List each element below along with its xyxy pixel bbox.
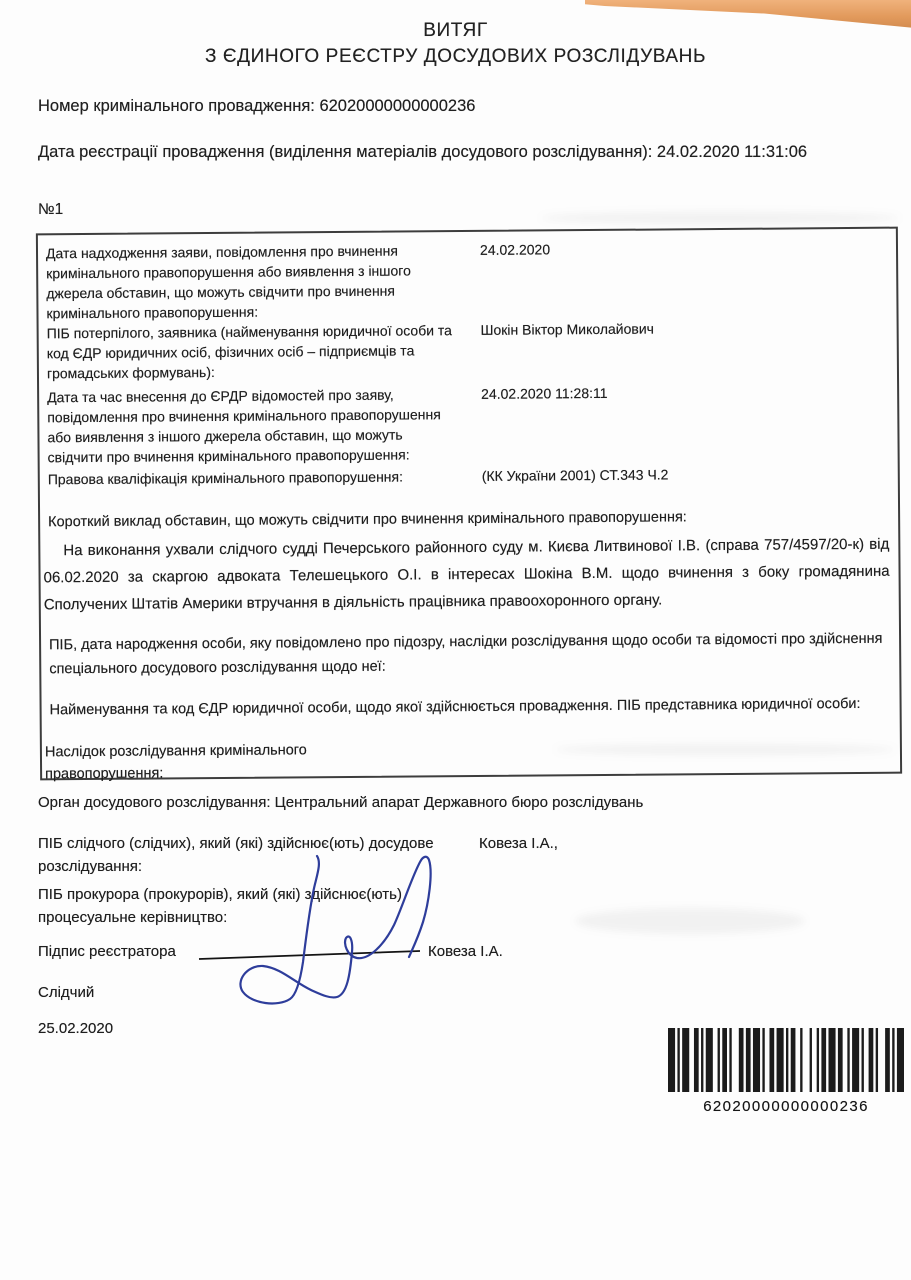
photo-smudge: [575, 908, 805, 934]
info-table: [36, 227, 902, 781]
row-value: (КК України 2001) СТ.343 Ч.2: [481, 466, 669, 484]
summary-heading: Короткий виклад обставин, що можуть свідчити про вчинення кримінального правопорушення:: [48, 509, 687, 531]
case-number-value: 62020000000000236: [319, 97, 476, 115]
signature-rule: [199, 951, 420, 959]
row-value: 24.02.2020: [479, 241, 551, 258]
suspect-heading: ПІБ, дата народження особи, яку повідомлено про підозру, наслідки розслідування щодо особи та відомості про здійснення спеціального досудового розслідування щодо неї:: [49, 630, 883, 678]
investigator-name: Ковеза І.А.,: [479, 835, 558, 852]
photo-smudge: [540, 212, 900, 224]
prosecutor-label: ПІБ прокурора (прокурорів), який (які) здійснює(ють) процесуальне керівництво:: [38, 886, 402, 926]
row-label: ПІБ потерпілого, заявника (найменування юридичної особи та код ЄДР юридичних осіб, фізичних осіб – підприємців та громадських формувань):: [46, 322, 452, 382]
legal-entity-heading: Найменування та код ЄДР юридичної особи, щодо якої здійснюється провадження. ПІБ представника юридичної особи:: [49, 695, 861, 719]
barcode-bars: [668, 1028, 904, 1097]
row-value: 24.02.2020 11:28:11: [481, 384, 608, 402]
summary-text: На виконання ухвали слідчого судді Печерського районного суду м. Києва Литвинової І.В. (справа 757/4597/20-к) від 06.02.2020 за скаргою адвоката Телешецького О.І. в інтересах Шокіна В.М. щодо вчинення з боку громадянина Сполучених Штатів Америки втручання в діяльність працівника правоохоронного органу.: [43, 535, 890, 614]
case-number-line: [38, 93, 475, 120]
document-date: 25.02.2020: [38, 1020, 114, 1037]
outcome-heading: Наслідок розслідування кримінального правопорушення:: [44, 742, 307, 783]
barcode: [668, 1028, 904, 1115]
row-label: Дата надходження заяви, повідомлення про вчинення кримінального правопорушення або виявлення з іншого джерела обставин, що можуть свідчити про вчинення кримінального правопорушення:: [45, 242, 411, 322]
record-number: №1: [38, 201, 64, 218]
investigation-organ-line: Орган досудового розслідування: Центральний апарат Державного бюро розслідувань: [38, 794, 644, 811]
barcode-value: 62020000000000236: [703, 1098, 869, 1115]
row-label: Правова кваліфікація кримінального правопорушення:: [47, 468, 404, 488]
investigator-label: ПІБ слідчого (слідчих), який (які) здійснює(ють) досудове розслідування:: [38, 835, 434, 875]
document-title: ВИТЯГ: [423, 20, 488, 41]
row-value: Шокін Віктор Миколайович: [480, 320, 654, 338]
row-label: Дата та час внесення до ЄРДР відомостей про заяву, повідомлення про вчинення кримінального правопорушення або виявлення з іншого джерела обставин, що можуть свідчити про вчинення кримінального правопорушення:: [47, 386, 441, 466]
registrar-signature-name: Ковеза І.А.: [428, 943, 503, 960]
registry-subtitle: З ЄДИНОГО РЕЄСТРУ ДОСУДОВИХ РОЗСЛІДУВАНЬ: [204, 46, 707, 67]
registrar-signature-label: Підпис реєстратора: [38, 943, 176, 960]
registration-date-line: Дата реєстрації провадження (виділення матеріалів досудового розслідування): 24.02.2020 11:31:06: [38, 143, 808, 161]
case-number-label: Номер кримінального провадження:: [38, 97, 315, 115]
role-line: Слідчий: [38, 984, 95, 1001]
